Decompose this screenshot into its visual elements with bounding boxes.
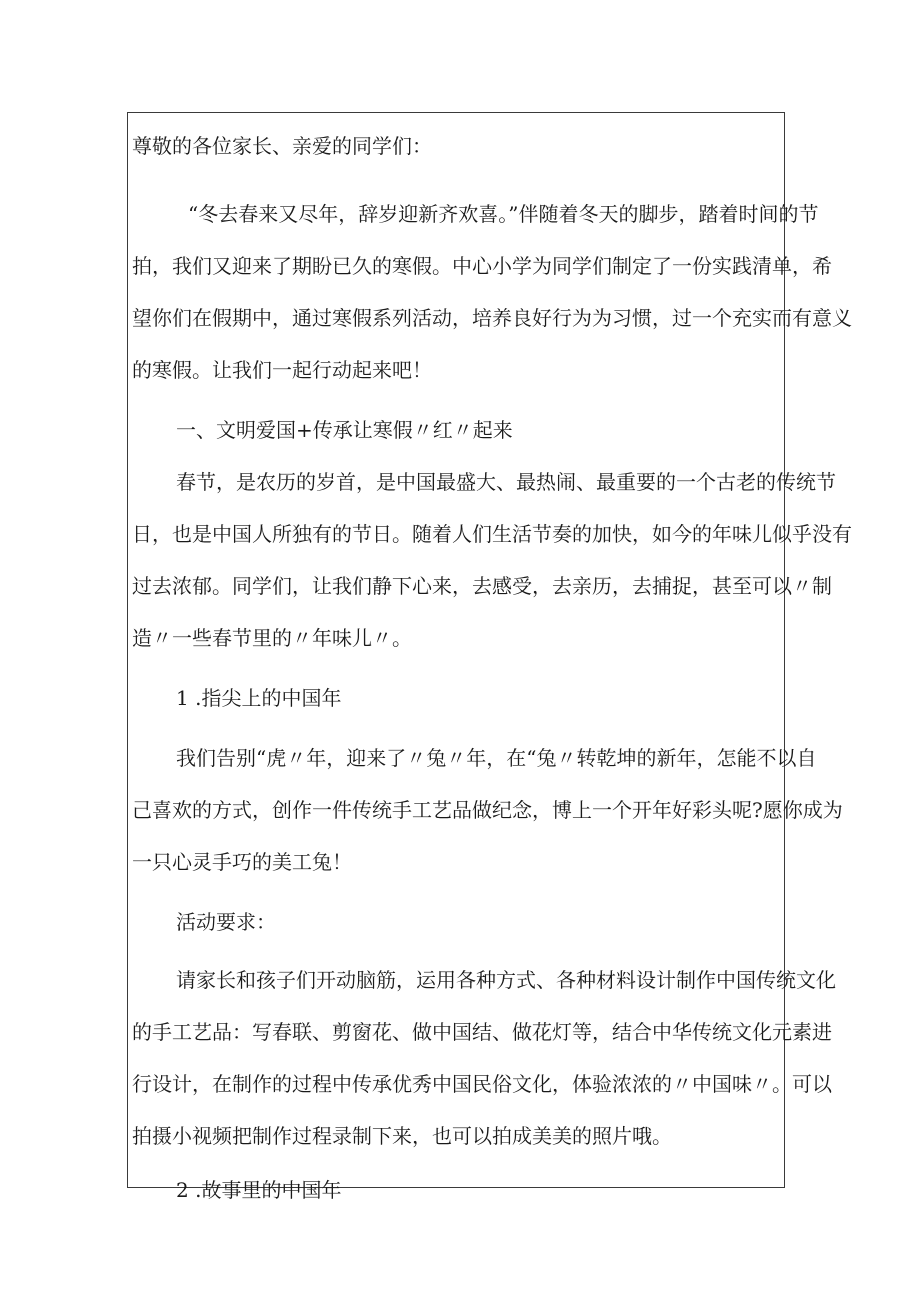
- intro-line-2: 拍，我们又迎来了期盼已久的寒假。中心小学为同学们制定了一份实践清单，希: [132, 254, 832, 278]
- requirements-line-2: 的手工艺品：写春联、剪窗花、做中国结、做花灯等，结合中华传统文化元素进: [132, 1020, 832, 1044]
- section-one-heading: 一、文明爱国+传承让寒假〃红〃起来: [176, 418, 513, 442]
- item-one-line-2: 己喜欢的方式，创作一件传统手工艺品做纪念，博上一个开年好彩头呢?愿你成为: [132, 798, 843, 822]
- item-one-line-1: 我们告别“虎〃年，迎来了〃兔〃年，在“兔〃转乾坤的新年，怎能不以自: [176, 746, 817, 770]
- salutation: 尊敬的各位家长、亲爱的同学们：: [132, 134, 432, 158]
- item-two-heading: 2 .故事里的中国年: [176, 1178, 342, 1202]
- intro-line-1: “冬去春来又尽年，辞岁迎新齐欢喜。”伴随着冬天的脚步，踏着时间的节: [188, 202, 819, 226]
- requirements-line-4: 拍摄小视频把制作过程录制下来，也可以拍成美美的照片哦。: [132, 1124, 672, 1148]
- section-one-line-3: 过去浓郁。同学们，让我们静下心来，去感受，去亲历，去捕捉，甚至可以〃制: [132, 574, 832, 598]
- section-one-line-1: 春节，是农历的岁首，是中国最盛大、最热闹、最重要的一个古老的传统节: [176, 470, 836, 494]
- section-one-line-2: 日，也是中国人所独有的节日。随着人们生活节奏的加快，如今的年味儿似乎没有: [132, 522, 852, 546]
- section-one-line-4: 造〃一些春节里的〃年味儿〃。: [132, 626, 412, 650]
- requirements-line-1: 请家长和孩子们开动脑筋，运用各种方式、各种材料设计制作中国传统文化: [176, 968, 836, 992]
- document-frame: [127, 112, 852, 1202]
- item-one-heading: 1 .指尖上的中国年: [176, 686, 342, 710]
- item-one-line-3: 一只心灵手巧的美工兔！: [132, 850, 352, 874]
- intro-line-4: 的寒假。让我们一起行动起来吧！: [132, 358, 432, 382]
- intro-line-3: 望你们在假期中，通过寒假系列活动，培养良好行为为习惯，过一个充实而有意义: [132, 306, 852, 330]
- requirements-line-3: 行设计，在制作的过程中传承优秀中国民俗文化，体验浓浓的〃中国味〃。可以: [132, 1072, 832, 1096]
- requirements-label: 活动要求：: [176, 910, 276, 934]
